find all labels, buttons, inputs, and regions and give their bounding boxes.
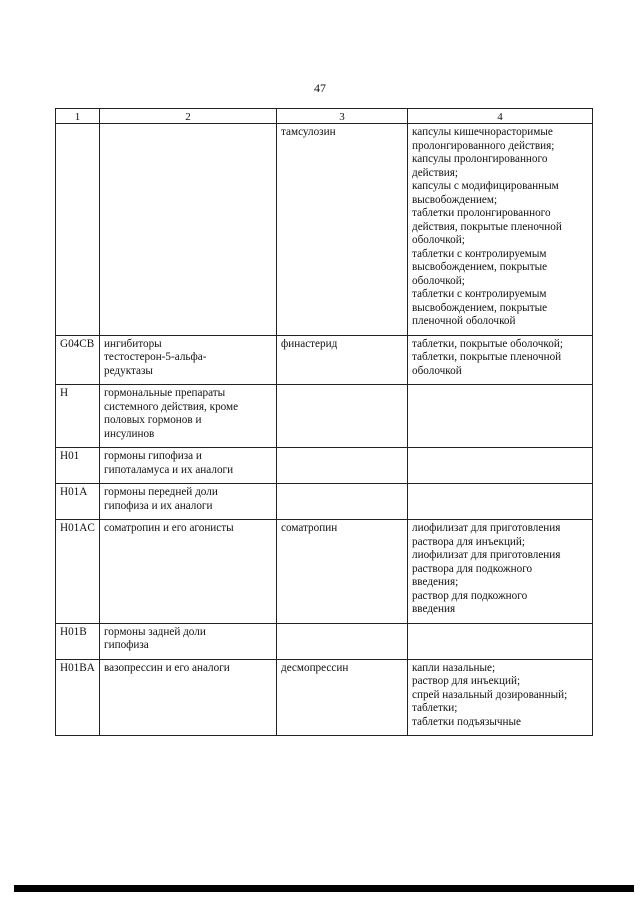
cell-text-line: таблетки подъязычные	[412, 715, 521, 728]
cell-text-line: капли назальные;	[412, 661, 496, 674]
cell-text-line: таблетки пролонгированного	[412, 207, 551, 219]
drug-name-cell	[277, 659, 408, 736]
drug-table	[55, 108, 593, 736]
table-row	[56, 448, 593, 484]
cell-text-line: действия;	[412, 166, 459, 179]
cell-text-line: раствор для подкожного	[412, 589, 528, 602]
cell-text-line: тестостерон-5-альфа-	[104, 351, 207, 363]
cell-text-line: таблетки с контролируемым	[412, 288, 547, 300]
dosage-forms-cell	[408, 520, 593, 624]
cell-text-line: редуктазы	[104, 364, 153, 377]
cell-text-line: высвобождением, покрытые	[412, 261, 548, 273]
cell-text-line: действия, покрытые пленочной	[412, 220, 562, 233]
cell-text-line: оболочкой	[412, 364, 462, 377]
cell-text-line: лиофилизат для приготовления	[412, 522, 561, 534]
cell-text-line: раствора для инъекций;	[412, 535, 526, 548]
pharmacological-group-cell	[100, 659, 277, 736]
atc-code-cell	[56, 484, 100, 520]
cell-text-line: оболочкой;	[412, 234, 465, 246]
dosage-forms-cell	[408, 335, 593, 385]
cell-text-line: капсулы пролонгированного	[412, 153, 548, 165]
cell-text-line: высвобождением;	[412, 193, 498, 206]
table-row	[56, 335, 593, 385]
pharmacological-group-cell	[100, 448, 277, 484]
dosage-forms-cell	[408, 623, 593, 659]
cell-text-line: гормоны задней доли	[104, 625, 206, 638]
drug-name-cell	[277, 448, 408, 484]
drug-name-cell	[277, 623, 408, 659]
cell-text-line: H	[60, 387, 69, 399]
pharmacological-group-cell	[100, 385, 277, 448]
cell-text-line: соматропин и его агонисты	[104, 522, 234, 534]
drug-name-cell	[277, 520, 408, 624]
atc-code-cell	[56, 448, 100, 484]
cell-text-line: гормоны передней доли	[104, 486, 218, 498]
pharmacological-group-cell	[100, 124, 277, 336]
dosage-forms-cell	[408, 659, 593, 736]
cell-text-line: инсулинов	[104, 427, 155, 440]
table-row	[56, 659, 593, 736]
cell-text-line: гипофиза	[104, 639, 149, 651]
drug-name-cell	[277, 124, 408, 336]
cell-text-line: гормоны гипофиза и	[104, 450, 202, 462]
cell-text-line: таблетки, покрытые пленочной	[412, 351, 562, 363]
header-row	[56, 109, 593, 124]
dosage-forms-cell	[408, 448, 593, 484]
cell-text-line: половых гормонов и	[104, 414, 202, 426]
cell-text-line: спрей назальный дозированный;	[412, 688, 568, 701]
pharmacological-group-cell	[100, 335, 277, 385]
cell-text-line: тамсулозин	[281, 126, 336, 138]
dosage-forms-cell	[408, 385, 593, 448]
column-header-2: 2	[100, 109, 277, 124]
cell-text-line: раствора для подкожного	[412, 562, 533, 575]
pharmacological-group-cell	[100, 520, 277, 624]
cell-text-line: пролонгированного действия;	[412, 139, 555, 152]
cell-text-line: H01A	[60, 486, 88, 498]
bottom-scan-bar	[14, 885, 634, 892]
cell-text-line: системного действия, кроме	[104, 400, 239, 413]
cell-text-line: финастерид	[281, 337, 338, 350]
cell-text-line: таблетки;	[412, 702, 458, 714]
column-header-1: 1	[56, 109, 100, 124]
cell-text-line: H01	[60, 450, 80, 462]
cell-text-line: вазопрессин и его аналоги	[104, 661, 230, 674]
pharmacological-group-cell	[100, 484, 277, 520]
table-row	[56, 520, 593, 624]
drug-name-cell	[277, 385, 408, 448]
cell-text-line: H01B	[60, 625, 87, 638]
cell-text-line: десмопрессин	[281, 661, 349, 674]
atc-code-cell	[56, 124, 100, 336]
cell-text-line: введения	[412, 603, 456, 615]
dosage-forms-cell	[408, 124, 593, 336]
table-row	[56, 385, 593, 448]
cell-text-line: таблетки, покрытые оболочкой;	[412, 337, 563, 350]
dosage-forms-cell	[408, 484, 593, 520]
drug-name-cell	[277, 484, 408, 520]
cell-text-line: оболочкой;	[412, 274, 465, 287]
pharmacological-group-cell	[100, 623, 277, 659]
table-row	[56, 124, 593, 336]
cell-text-line: раствор для инъекций;	[412, 675, 521, 687]
cell-text-line: капсулы с модифицированным	[412, 180, 559, 192]
cell-text-line: капсулы кишечнорасторимые	[412, 126, 553, 138]
atc-code-cell	[56, 659, 100, 736]
cell-text-line: лиофилизат для приготовления	[412, 549, 561, 561]
cell-text-line: гипофиза и их аналоги	[104, 499, 213, 512]
atc-code-cell	[56, 520, 100, 624]
cell-text-line: таблетки с контролируемым	[412, 247, 547, 260]
cell-text-line: соматропин	[281, 522, 338, 534]
column-header-4: 4	[408, 109, 593, 124]
cell-text-line: H01BA	[60, 661, 95, 674]
column-header-3: 3	[277, 109, 408, 124]
cell-text-line: гормональные препараты	[104, 387, 226, 399]
atc-code-cell	[56, 623, 100, 659]
cell-text-line: введения;	[412, 576, 459, 588]
cell-text-line: пленочной оболочкой	[412, 315, 516, 327]
atc-code-cell	[56, 385, 100, 448]
drug-name-cell	[277, 335, 408, 385]
cell-text-line: гипоталамуса и их аналоги	[104, 463, 234, 476]
atc-code-cell	[56, 335, 100, 385]
cell-text-line: высвобождением, покрытые	[412, 301, 548, 314]
cell-text-line: G04CB	[60, 337, 95, 350]
page-number: 47	[314, 81, 326, 95]
cell-text-line: H01AC	[60, 522, 95, 534]
table-body	[56, 124, 593, 736]
table-row	[56, 623, 593, 659]
cell-text-line: ингибиторы	[104, 337, 162, 350]
table-row	[56, 484, 593, 520]
